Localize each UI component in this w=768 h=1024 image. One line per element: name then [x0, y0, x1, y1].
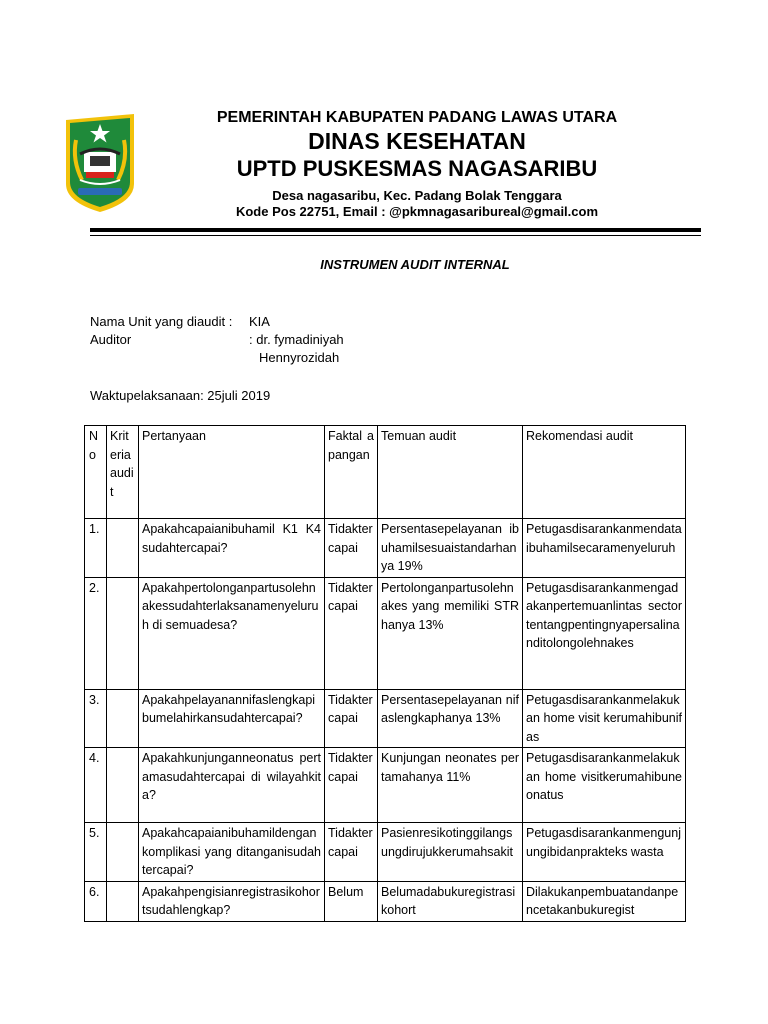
letterhead-contact: Kode Pos 22751, Email : @pkmnagasaribureal@gmail.com: [235, 204, 599, 219]
header-fact: Faktal apangan: [325, 426, 378, 519]
cell-finding: Persentasepelayanan nifaslengkaphanya 13%: [378, 689, 523, 748]
cell-fact: Tidaktercapai: [325, 689, 378, 748]
letterhead-agency: DINAS KESEHATAN: [308, 128, 526, 154]
letterhead-government: PEMERINTAH KABUPATEN PADANG LAWAS UTARA: [216, 109, 618, 126]
table-header-row: [85, 426, 686, 519]
cell-recommendation: Petugasdisarankanmelakukan home visit kerumahibunifas: [523, 689, 686, 748]
cell-question: Apakahpelayanannifaslengkapibumelahirkansudahtercapai?: [139, 689, 325, 748]
cell-no: 1.: [85, 519, 107, 578]
auditor-label: Auditor: [90, 332, 132, 347]
cell-criteria: [107, 577, 139, 689]
cell-finding: Persentasepelayanan ibuhamilsesuaistandarhanya 19%: [378, 519, 523, 578]
cell-no: 6.: [85, 881, 107, 921]
cell-no: 4.: [85, 748, 107, 823]
letterhead-unit: UPTD PUSKESMAS NAGASARIBU: [236, 156, 598, 181]
table-row: [85, 577, 686, 689]
header-criteria: Kriteria audit: [107, 426, 139, 519]
table-row: [85, 689, 686, 748]
auditor-value-1: : dr. fymadiniyah: [249, 332, 344, 347]
cell-finding: Pertolonganpartusolehnakes yang memiliki STR hanya 13%: [378, 577, 523, 689]
header-no: No: [85, 426, 107, 519]
cell-criteria: [107, 689, 139, 748]
cell-finding: Pasienresikotinggilangsungdirujukkerumahsakit: [378, 823, 523, 882]
kabupaten-logo: [60, 110, 140, 214]
cell-recommendation: Petugasdisarankanmengunjungibidanprakteks wasta: [523, 823, 686, 882]
cell-no: 3.: [85, 689, 107, 748]
unit-value: KIA: [249, 314, 270, 329]
unit-label: Nama Unit yang diaudit :: [90, 314, 233, 329]
cell-fact: Tidaktercapai: [325, 519, 378, 578]
table-row: [85, 519, 686, 578]
cell-no: 5.: [85, 823, 107, 882]
cell-recommendation: Petugasdisarankanmengadakanpertemuanlintas sector tentangpentingnyapersalinanditolongolehnakes: [523, 577, 686, 689]
auditor-value-2: Hennyrozidah: [259, 350, 340, 365]
cell-fact: Tidaktercapai: [325, 823, 378, 882]
cell-criteria: [107, 519, 139, 578]
table-row: [85, 823, 686, 882]
cell-criteria: [107, 823, 139, 882]
time-line: Waktupelaksanaan: 25juli 2019: [90, 388, 271, 403]
cell-question: Apakahcapaianibuhamil K1 K4 sudahtercapai?: [139, 519, 325, 578]
header-question: Pertanyaan: [139, 426, 325, 519]
table-row: [85, 881, 686, 921]
cell-fact: Tidaktercapai: [325, 577, 378, 689]
letterhead-divider-thin: [90, 235, 701, 236]
cell-finding: Kunjungan neonates pertamahanya 11%: [378, 748, 523, 823]
cell-question: Apakahcapaianibuhamildengankomplikasi yang ditanganisudahtercapai?: [139, 823, 325, 882]
cell-recommendation: Dilakukanpembuatandanpencetakanbukuregist: [523, 881, 686, 921]
table-row: [85, 748, 686, 823]
cell-recommendation: Petugasdisarankanmelakukan home visitkerumahibuneonatus: [523, 748, 686, 823]
audit-table: [84, 425, 686, 922]
cell-fact: Tidaktercapai: [325, 748, 378, 823]
header-recommendation: Rekomendasi audit: [523, 426, 686, 519]
cell-finding: Belumadabukuregistrasikohort: [378, 881, 523, 921]
header-finding: Temuan audit: [378, 426, 523, 519]
cell-recommendation: Petugasdisarankanmendataibuhamilsecaramenyeluruh: [523, 519, 686, 578]
cell-criteria: [107, 748, 139, 823]
cell-question: Apakahpertolonganpartusolehnakessudahterlaksanamenyeluruh di semuadesa?: [139, 577, 325, 689]
cell-criteria: [107, 881, 139, 921]
letterhead-divider-thick: [90, 228, 701, 232]
cell-question: Apakahpengisianregistrasikohortsudahlengkap?: [139, 881, 325, 921]
cell-no: 2.: [85, 577, 107, 689]
letterhead: [150, 108, 684, 220]
letterhead-address: Desa nagasaribu, Kec. Padang Bolak Tenggara: [272, 188, 562, 203]
cell-fact: Belum: [325, 881, 378, 921]
cell-question: Apakahkunjunganneonatus pertamasudahtercapai di wilayahkita?: [139, 748, 325, 823]
document-title: INSTRUMEN AUDIT INTERNAL: [320, 257, 510, 272]
